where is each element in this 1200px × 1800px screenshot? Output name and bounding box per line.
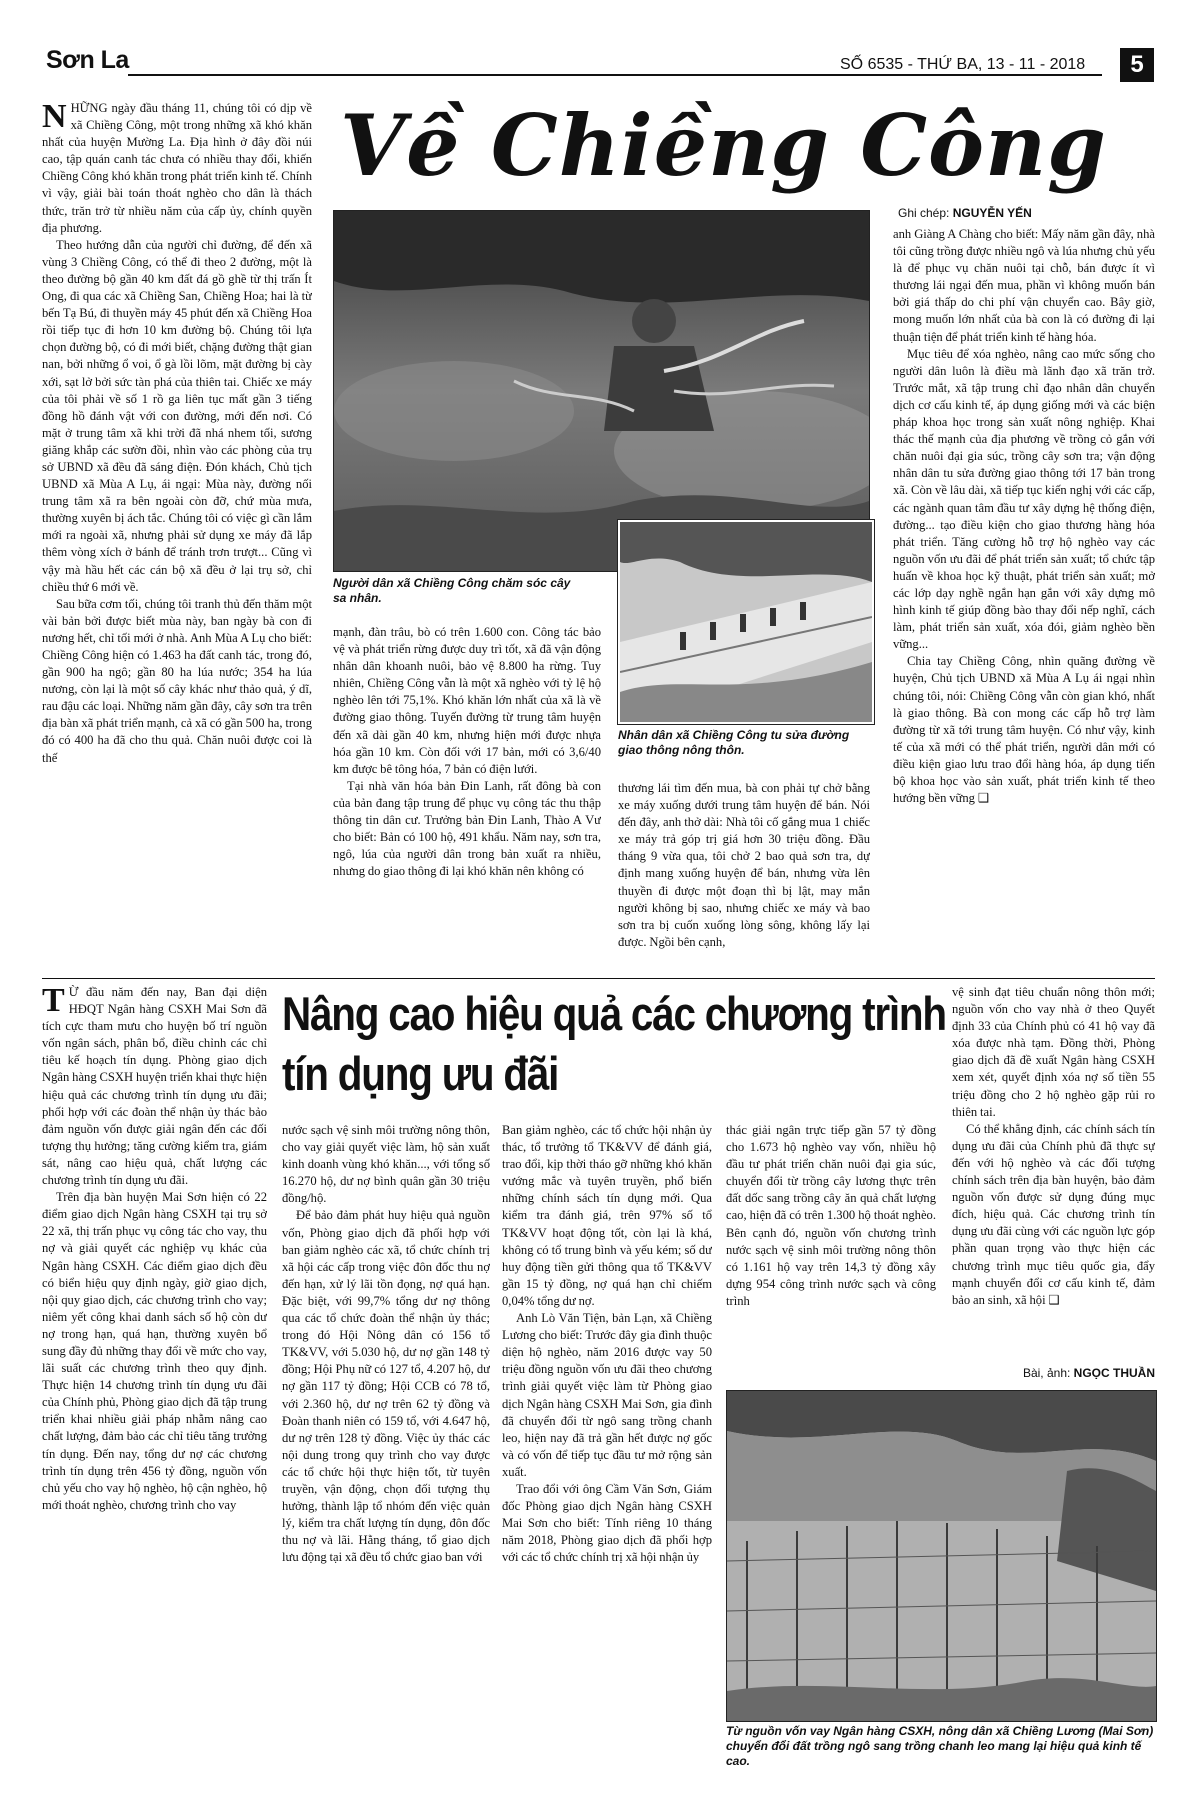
article2-column-5	[952, 984, 1155, 1370]
byline-prefix: Ghi chép:	[898, 206, 950, 220]
lead-text: HỮNG ngày đầu tháng 11, chúng tôi có dịp về xã Chiềng Công, một trong những xã khó khăn nhất của huyện Mường La. Địa hình ở đây đồi núi cao, tập quán canh tác chưa có nhiều thay đổi, khiến Chiềng Công khó khăn trong phát triển kinh tế. Chính vì vậy, giải bài toán thoát nghèo cho dân là thách thức, trăn trở từ nhiều năm của cấp ủy, chính quyền địa phương.	[42, 101, 312, 235]
article2-paragraph: Để bảo đảm phát huy hiệu quả nguồn vốn, Phòng giao dịch đã phối hợp với ban giảm nghèo các xã, tổ chức chính trị xã hội các cấp trong việc đôn đốc thu nợ đến hạn, xử lý lãi tồn đọng, nợ quá hạn. Đặc biệt, với 99,7% tổng dư nợ thông qua các tổ chức đoàn thể nhận ủy thác; trong đó Hội Nông dân có 156 tổ TK&VV, với 5.030 hộ, dư nợ gần 148 tỷ đồng; Hội Phụ nữ có 127 tổ, 4.207 hộ, dư nợ gần 117 tỷ đồng; Hội CCB có 78 tổ, với 2.360 hộ, dư nợ trên 62 tỷ đồng và Đoàn thanh niên có 159 tổ, với 4.647 hộ, dư nợ trên 128 tỷ đồng. Việc ủy thác các nội dung trong quy trình cho vay được các tổ chức hội thực hiện tốt, từ tuyên truyền, vận động, chọn đối tượng thụ hưởng, thành lập tổ nhóm đến việc quản lý, kiểm tra chất lượng tín dụng, đôn đốc thu nợ và lãi. Hằng tháng, tổ giao dịch lưu động tại xã đều tổ chức giao ban với	[282, 1208, 490, 1565]
article2-paragraph: Ban giảm nghèo, các tổ chức hội nhận ủy thác, tổ trưởng tổ TK&VV để đánh giá, trao đổi, kịp thời tháo gỡ những khó khăn vướng mắc và tuyên truyền, phổ biến những chính sách tín dụng mới. Qua kiểm tra đánh giá, trên 97% số tổ TK&VV hoạt động tốt, còn lại là khá, không có tổ trung bình và yếu kém; số dư huy động tiền gửi thông qua tổ TK&VV gần 15 tỷ đồng, nợ quá hạn chỉ chiếm 0,04% tổng dư nợ.	[502, 1123, 712, 1308]
article1-paragraph: mạnh, đàn trâu, bò có trên 1.600 con. Công tác bảo vệ và phát triển rừng được duy trì tốt, xã đã vận động nhân dân khoanh nuôi, bảo vệ 8.800 ha rừng. Tuy nhiên, Chiềng Công vẫn là một xã nghèo với tỷ lệ hộ nghèo lên tới 75,1%. Khó khăn lớn nhất của xã là về đường giao thông. Tuyến đường từ trung tâm huyện đến xã dài gần 40 km, nhưng hiện mới được nhựa hóa gần 10 km. Còn đối với 17 bản, mới có 3,6/40 km được bê tông hóa, 7 bản có điện lưới.	[333, 625, 601, 776]
article1-paragraph: Theo hướng dẫn của người chỉ đường, để đến xã vùng 3 Chiềng Công, có thể đi theo 2 đường, một là theo đường bộ gần 40 km đất đá gồ ghề từ thị trấn Ít Ong, đi qua các xã Chiềng San, Chiềng Hoa; hai là từ bến Tạ Bú, đi thuyền máy 45 phút đến xã Chiềng Hoa rồi tiếp tục đi hơn 10 km đường bộ. Chúng tôi lựa chọn đường bộ, có đi mới biết, chặng đường thật gian nan, bởi những ổ voi, ổ gà lồi lõm, mặt đường bị cày xới, sạt lở bởi sức tàn phá của thiên tai. Chiếc xe máy của tôi phải về số 1 rồ ga liên tục mất gần 3 tiếng đồng hồ đánh vật với con đường, mới đến nơi. Có mặt ở trung tâm xã khi trời đã nhá nhem tối, sương giăng khắp các sườn đồi, nhìn vào các phòng của trụ sở UBND xã đều đã sáng điện. Đón khách, Chủ tịch UBND xã Mùa A Lụ, ái ngại: Mùa này, đường nối trung tâm xã ra bên ngoài còn đỡ, chứ mùa mưa, thường xuyên bị ách tắc. Chúng tôi có việc gì cần lắm mới ra ngoài xã, nhưng phải sử dụng xe máy đã lắp thêm vòng xích ở bánh để tránh trơn trượt... Cũng vì vậy mà hầu hết các cán bộ xã đều ở lại trụ sở, chỉ chiều thứ 6 mới về.	[42, 237, 312, 594]
article1-column-1	[42, 100, 312, 970]
article2-column-4	[726, 1122, 936, 1382]
article2-paragraph: vệ sinh đạt tiêu chuẩn nông thôn mới; nguồn vốn cho vay nhà ở theo Quyết định 33 của Chính phủ có 41 hộ vay đã xóa được nhà tạm. Đồng thời, Phòng giao dịch đã đề xuất Ngân hàng CSXH xem xét, quyết định xóa nợ số tiền 55 triệu đồng cho 2 hộ nghèo gặp rủi ro thiên tai.	[952, 985, 1155, 1119]
article2-paragraph: Anh Lò Văn Tiện, bản Lạn, xã Chiềng Lương cho biết: Trước đây gia đình thuộc diện hộ nghèo, năm 2016 được vay 50 triệu đồng nguồn vốn ưu đãi theo chương trình giải quyết việc làm từ Phòng giao dịch Ngân hàng CSXH Mai Sơn, gia đình đã chuyển đổi từ ngô sang trồng chanh leo, hiện nay đã trả gần hết được nợ gốc và có vốn để tiếp tục đầu tư mở rộng sản xuất.	[502, 1311, 712, 1479]
article2-title-line1: Nâng cao hiệu quả các chương trình	[282, 987, 946, 1040]
article1-paragraph: anh Giàng A Chàng cho biết: Mấy năm gần đây, nhà tôi cũng trồng được nhiều ngô và lúa nhưng chủ yếu là để phục vụ chăn nuôi tại chỗ, bán được ít vì thương lái ngại đến mua, phần vì không muốn bán bởi giá thấp do chi phí vận chuyển cao. Bây giờ, mong muốn lớn nhất của bà con là có đường đi lại thuận tiện để phát triển kinh tế hàng hóa.	[893, 227, 1155, 344]
article2-title	[282, 984, 946, 1104]
photo3-caption: Từ nguồn vốn vay Ngân hàng CSXH, nông dân xã Chiềng Lương (Mai Sơn) chuyển đổi đất trồng ngô sang trồng chanh leo mang lại hiệu quả kinh tế cao.	[726, 1724, 1154, 1768]
article1-byline	[898, 206, 1032, 220]
article-divider	[42, 978, 1155, 979]
article1-title: Về Chiềng Công	[340, 96, 1107, 195]
drop-cap: T	[42, 984, 65, 1019]
article1-column-4	[893, 226, 1155, 970]
article2-paragraph: nước sạch vệ sinh môi trường nông thôn, cho vay giải quyết việc làm, hộ sản xuất kinh doanh vùng khó khăn..., với tổng số 16.270 hộ, dư nợ bình quân gần 30 triệu đồng/hộ.	[282, 1123, 490, 1206]
photo2-caption: Nhân dân xã Chiềng Công tu sửa đường giao thông nông thôn.	[618, 728, 868, 758]
article2-paragraph: Trên địa bàn huyện Mai Sơn hiện có 22 điểm giao dịch Ngân hàng CSXH tại trụ sở 22 xã, thị trấn phục vụ công tác cho vay, thu nợ và giải quyết các nghiệp vụ khác của Ngân hàng CSXH. Các điểm giao dịch đều có biển hiệu quy định ngày, giờ giao dịch, nội quy giao dịch, các chương trình cho vay; niêm yết công khai danh sách số hộ còn dư nợ trong hạn, quá hạn, thường xuyên bổ sung đầy đủ những thay đổi về mức cho vay, lãi suất các chương trình theo quy định. Thực hiện 14 chương trình tín dụng ưu đãi của Chính phủ, Phòng giao dịch đã tập trung triển khai nhiều giải pháp nhằm nâng cao chất lượng, đảm bảo các chỉ tiêu tăng trưởng tín dụng. Đến nay, tổng dư nợ các chương trình tín dụng trên 456 tỷ đồng, nguồn vốn chủ yếu cho vay hộ nghèo, hộ cận nghèo, hộ mới thoát nghèo, chương trình cho vay	[42, 1190, 267, 1512]
byline-author: NGUYỄN YẾN	[952, 206, 1032, 220]
article1-paragraph: Mục tiêu để xóa nghèo, nâng cao mức sống cho người dân luôn là điều mà lãnh đạo xã trăn trở. Trước mắt, xã tập trung chỉ đạo nhân dân chuyển dịch cơ cấu kinh tế, áp dụng giống mới và các biện pháp khoa học trong sản xuất nông nghiệp. Khai thác thế mạnh của địa phương về trồng cỏ gắn với chăn nuôi đại gia súc, trồng cây sơn tra; vận động nhân dân tu sửa đường giao thông tới 17 bản trong xã. Còn về lâu dài, xã tiếp tục kiến nghị với các cấp, các ngành quan tâm đầu tư xây dựng hệ thống điện, đường... tạo điều kiện cho giao thương hàng hóa phát triển. Tăng cường hỗ trợ hộ nghèo vay các nguồn vốn ưu đãi để phát triển sản xuất; tổ chức tập huấn về khoa học kỹ thuật, phát triển sản xuất; mở các lớp dạy nghề ngắn hạn gắn với xây dựng mô hình kinh tế giúp đồng bào thay đổi nếp nghĩ, cách làm, phát triển sản xuất, xóa đói, giảm nghèo bền vững...	[893, 346, 1155, 652]
article2-paragraph: thác giải ngân trực tiếp gần 57 tỷ đồng cho 1.673 hộ nghèo vay vốn, nhiều hộ đầu tư phát triển chăn nuôi đại gia súc, chuyển đổi từ trồng cây lương thực trên đất dốc sang trồng cây ăn quả chất lượng cao, hiện đã có trên 1.300 hộ thoát nghèo. Bên cạnh đó, nguồn vốn chương trình nước sạch vệ sinh môi trường nông thôn có 1.161 hộ vay trên 14,3 tỷ đồng xây dựng 954 công trình nước sạch và công trình	[726, 1123, 936, 1308]
photo-farmer-cardamom	[333, 210, 870, 572]
article2-title-line2: tín dụng ưu đãi	[282, 1047, 559, 1100]
article1-paragraph: thương lái tìm đến mua, bà con phải tự chở bằng xe máy xuống dưới trung tâm huyện để bán. Nói đến đây, anh thở dài: Nhà tôi cố gắng mua 1 chiếc xe máy trả góp trị giá hơn 30 triệu đồng. Đầu tháng 9 vừa qua, tôi chở 2 bao quả sơn tra, dự định mang xuống huyện để bán, nhưng vừa lên thuyền đi được một đoạn thì bị lật, may mắn người không bị sao, nhưng chiếc xe máy và bao sơn tra bị cuốn xuống lòng sông, không lấy lại được. Ngồi bên cạnh,	[618, 781, 870, 949]
article2-paragraph	[42, 984, 267, 1189]
photo1-image	[334, 211, 869, 571]
section-name: Sơn La	[46, 46, 129, 74]
article2-column-2	[282, 1122, 490, 1774]
photo-road-repair	[618, 520, 874, 724]
byline-prefix: Bài, ảnh:	[1022, 1366, 1071, 1380]
article2-byline	[952, 1366, 1155, 1380]
article1-paragraph	[42, 100, 312, 237]
article1-column-2	[333, 624, 601, 970]
article1-column-3	[618, 780, 870, 970]
photo1-caption: Người dân xã Chiềng Công chăm sóc cây sa nhân.	[333, 576, 583, 606]
lead-text: Ừ đầu năm đến nay, Ban đại diện HĐQT Ngân hàng CSXH Mai Sơn đã tích cực tham mưu cho huyện bố trí nguồn vốn ngân sách, phân bổ, điều chỉnh các chỉ tiêu kế hoạch tín dụng. Phòng giao dịch Ngân hàng CSXH huyện triển khai thực hiện hiệu quả các chương trình tín dụng ưu đãi; phối hợp với các đoàn thể nhận ủy thác bảo đảm nguồn vốn được giải ngân đến các đối tượng thụ hưởng; tăng cường kiểm tra, giám sát, nâng cao hiệu quả, chất lượng các chương trình tín dụng ưu đãi.	[42, 985, 267, 1188]
page-number-text: 5	[1130, 51, 1144, 78]
article1-paragraph: Tại nhà văn hóa bản Đin Lanh, rất đông bà con của bản đang tập trung để phục vụ công tác thu thập thông tin dân cư. Trưởng bản Đin Lanh, Thào A Vư cho biết: Bản có 100 hộ, 491 khẩu. Năm nay, sơn tra, ngô, lúa của người dân trong bản xuất ra nhiều, nhưng do giao thông đi lại khó khăn nên không có	[333, 778, 601, 879]
byline-author: NGỌC THUẦN	[1073, 1366, 1155, 1380]
header-rule	[128, 74, 1102, 76]
photo2-image	[620, 522, 872, 722]
article2-paragraph: Có thể khẳng định, các chính sách tín dụng ưu đãi của Chính phủ đã thực sự đến với hộ nghèo và các đối tượng chính sách trên địa bàn huyện, bảo đảm nguồn vốn được sử dụng đúng mục đích, hiệu quả. Các chương trình tín dụng ưu đãi cùng với các nguồn lực góp phần quan trọng vào thực hiện các chương trình mục tiêu quốc gia, đẩy mạnh chuyển đổi cơ cấu kinh tế, đảm bảo an sinh, xã hội ❑	[952, 1121, 1155, 1307]
issue-date: SỐ 6535 - THỨ BA, 13 - 11 - 2018	[840, 56, 1086, 73]
photo-passion-fruit-farm	[726, 1390, 1157, 1722]
drop-cap: N	[42, 100, 67, 135]
article2-column-1	[42, 984, 267, 1774]
article1-paragraph: Sau bữa cơm tối, chúng tôi tranh thủ đến thăm một vài bản bởi được biết mùa này, ban ngày bà con đi nương hết, chỉ tối mới ở nhà. Anh Mùa A Lụ cho biết: Chiềng Công hiện có 1.463 ha đất canh tác, trong đó, gần 900 ha ngô; gần 80 ha lúa nước; 354 ha lúa nương, còn lại là một số cây khác như thảo quả, ý dĩ, rau đậu các loại. Những năm gần đây, cây sơn tra trên địa bàn xã phát triển mạnh, cả xã có gần 500 ha, trong đó có 400 ha đã cho thu quả. Chăn nuôi được coi là thế	[42, 596, 312, 765]
article2-paragraph: Trao đổi với ông Cầm Văn Sơn, Giám đốc Phòng giao dịch Ngân hàng CSXH Mai Sơn cho biết: Tính riêng 10 tháng năm 2018, Phòng giao dịch đã phối hợp với các tổ chức chính trị xã hội nhận ủy	[502, 1481, 712, 1565]
page-number	[1120, 48, 1154, 82]
photo3-image	[727, 1391, 1156, 1721]
article2-column-3	[502, 1122, 712, 1774]
article1-paragraph: Chia tay Chiềng Công, nhìn quãng đường về huyện, Chủ tịch UBND xã Mùa A Lụ ái ngại nhìn chúng tôi, nói: Chiềng Công vẫn còn gian khó, nhất là giao thông. Bà con mong các cấp hỗ trợ làm đường từ xã tới trung tâm huyện. Có như vậy, kinh tế của xã mới có thể phát triển, người dân mới có điều kiện giao lưu trao đổi hàng hóa, áp dụng tiến bộ khoa học vào sản xuất, phát triển kinh tế theo hướng bền vững ❑	[893, 654, 1155, 806]
